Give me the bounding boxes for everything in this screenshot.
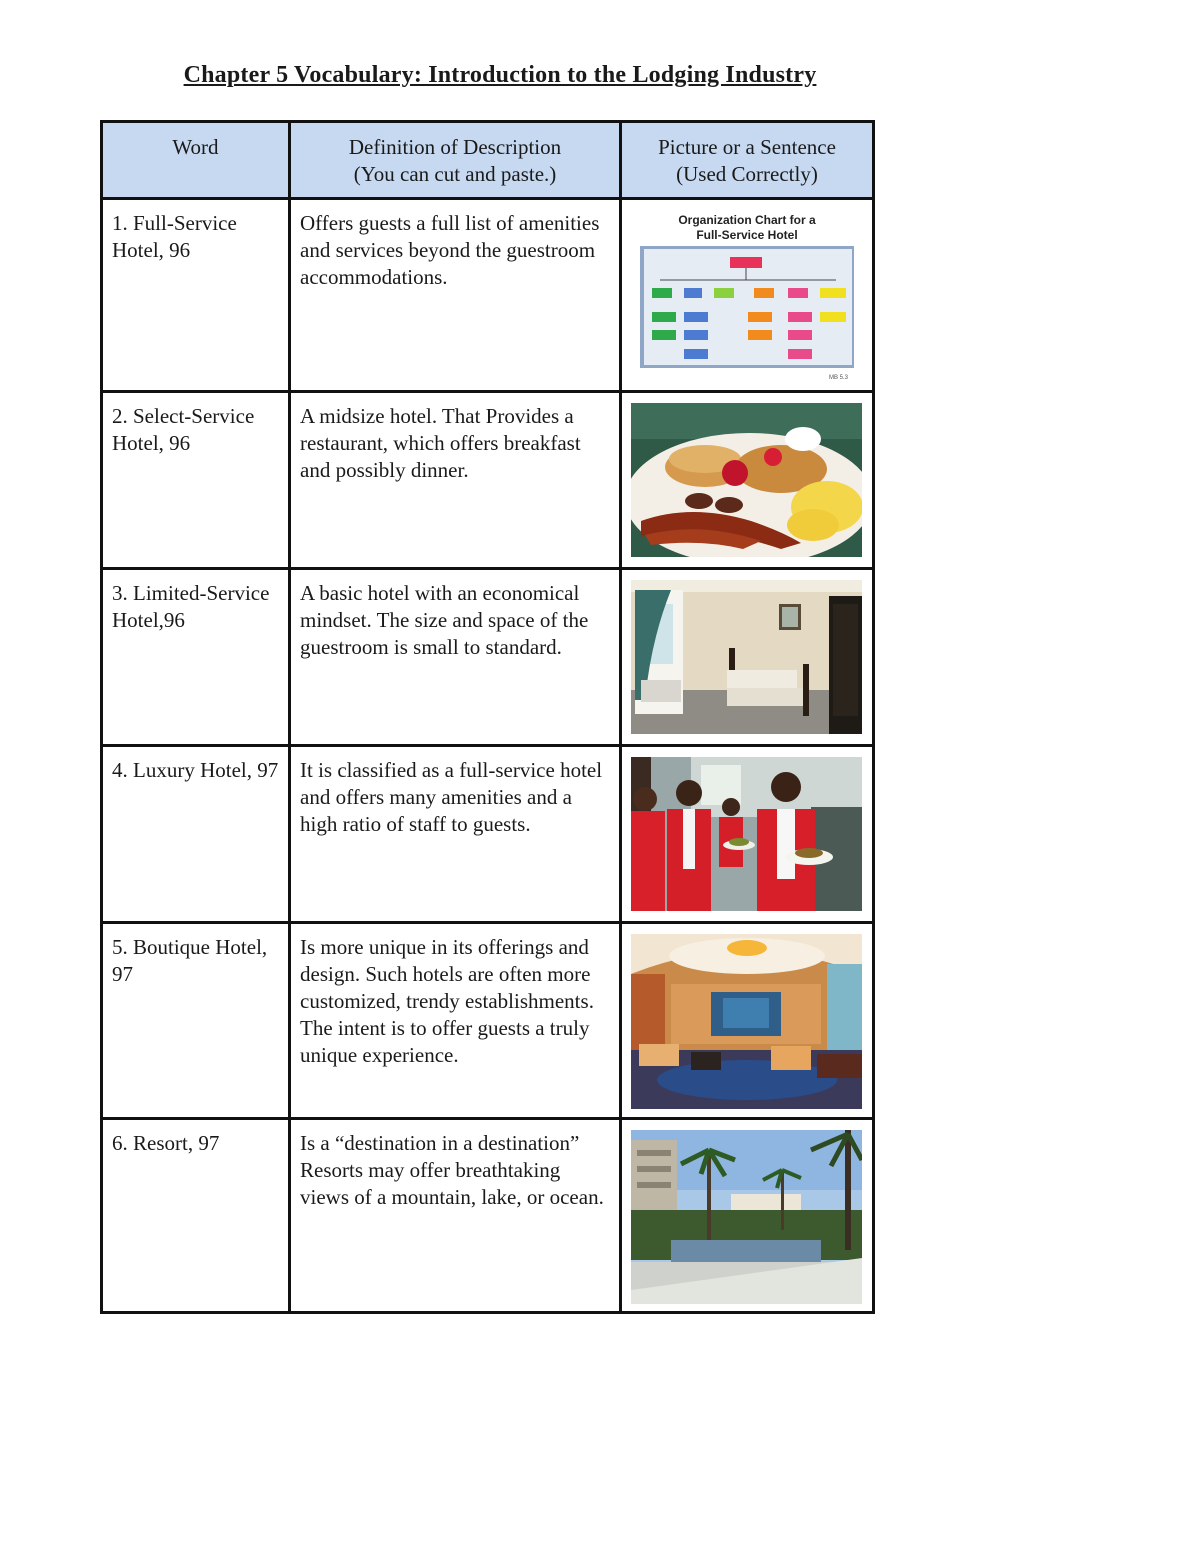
definition-cell: Is more unique in its offerings and design. Such hotels are often more customized, trendy establishments. The intent is to offer guests a truly unique experience. bbox=[290, 923, 621, 1119]
table-row bbox=[102, 199, 874, 392]
picture-cell bbox=[621, 569, 874, 746]
boutique-lobby-photo bbox=[631, 934, 862, 1109]
breakfast-plate-photo bbox=[631, 403, 862, 557]
header-definition-line2: (You can cut and paste.) bbox=[353, 162, 557, 186]
word-cell: 6. Resort, 97 bbox=[102, 1119, 290, 1313]
page-title: Chapter 5 Vocabulary: Introduction to the Lodging Industry bbox=[183, 62, 817, 88]
definition-cell: Is a “destination in a destination” Resorts may offer breathtaking views of a mountain, lake, or ocean. bbox=[290, 1119, 621, 1313]
word-cell: 4. Luxury Hotel, 97 bbox=[102, 746, 290, 923]
table-row bbox=[102, 923, 874, 1119]
word-cell: 5. Boutique Hotel, 97 bbox=[102, 923, 290, 1119]
picture-cell bbox=[621, 746, 874, 923]
picture-cell bbox=[621, 1119, 874, 1313]
hotel-staff-photo bbox=[631, 757, 862, 911]
definition-cell: It is classified as a full-service hotel and offers many amenities and a high ratio of staff to guests. bbox=[290, 746, 621, 923]
table-row bbox=[102, 569, 874, 746]
word-cell: 1. Full-Service Hotel, 96 bbox=[102, 199, 290, 392]
org-chart-title-line1: Organization Chart for a bbox=[678, 213, 816, 227]
definition-cell: A midsize hotel. That Provides a restaurant, which offers breakfast and possibly dinner. bbox=[290, 392, 621, 569]
table-header-row bbox=[102, 122, 874, 199]
header-picture bbox=[621, 122, 874, 199]
table-row bbox=[102, 1119, 874, 1313]
resort-palm-photo bbox=[631, 1130, 862, 1304]
header-definition bbox=[290, 122, 621, 199]
table-row bbox=[102, 746, 874, 923]
picture-cell bbox=[621, 392, 874, 569]
table-row bbox=[102, 392, 874, 569]
org-chart-exhibit-label: MB 5.3 bbox=[828, 375, 848, 381]
header-definition-line1: Definition of Description bbox=[348, 135, 562, 159]
header-picture-line1: Picture or a Sentence bbox=[658, 135, 836, 159]
header-picture-line2: (Used Correctly) bbox=[676, 162, 818, 186]
picture-cell bbox=[621, 199, 874, 392]
small-guestroom-photo bbox=[631, 580, 862, 734]
picture-cell bbox=[621, 923, 874, 1119]
header-word: Word bbox=[102, 122, 290, 199]
definition-cell: A basic hotel with an economical mindset. The size and space of the guestroom is small to standard. bbox=[290, 569, 621, 746]
org-chart-title-line2: Full-Service Hotel bbox=[696, 228, 798, 242]
vocabulary-table bbox=[100, 120, 875, 1314]
organization-chart-image bbox=[636, 208, 858, 384]
word-cell: 3. Limited-Service Hotel,96 bbox=[102, 569, 290, 746]
definition-cell: Offers guests a full list of amenities and services beyond the guestroom accommodations. bbox=[290, 199, 621, 392]
word-cell: 2. Select-Service Hotel, 96 bbox=[102, 392, 290, 569]
